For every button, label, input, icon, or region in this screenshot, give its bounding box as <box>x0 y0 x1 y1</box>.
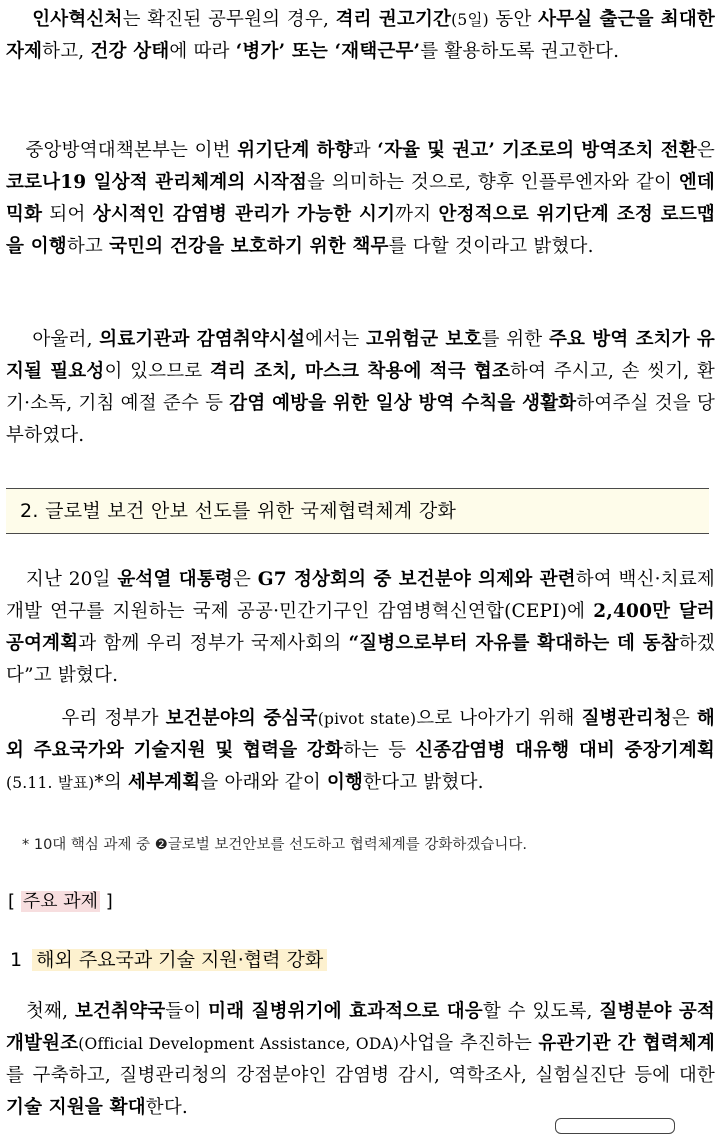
bold-text: 질병관리청 <box>581 708 672 729</box>
bold-text: 유관기관 간 협력체계 <box>538 1033 715 1054</box>
bold-text: 세부계획 <box>128 772 201 793</box>
text-run: *의 <box>94 772 129 793</box>
text-run: 한다. <box>145 1097 189 1118</box>
subtask-number: 1 <box>10 949 23 971</box>
partial-box <box>555 1118 675 1134</box>
bold-text: 감염 예방을 위한 일상 방역 수칙을 생활화 <box>229 393 577 414</box>
paragraph-oda <box>6 996 722 1124</box>
bold-text: 국민의 건강을 보호하기 위한 책무 <box>109 236 389 257</box>
bold-text: 격리 조치, 마스크 착용에 적극 협조 <box>209 361 511 382</box>
text-run: 은 <box>696 140 722 161</box>
bold-text: 상시적인 감염병 관리가 가능한 시기 <box>92 204 396 225</box>
text-run: 과 함께 우리 정부가 국제사회의 <box>78 633 349 654</box>
text-run: 를 위한 <box>481 329 549 350</box>
text-run: 를 다할 것이라고 밝혔다. <box>388 236 594 257</box>
text-run: (pivot state) <box>317 710 417 728</box>
subtask-label: 해외 주요국과 기술 지원·협력 강화 <box>32 949 327 971</box>
text-run: 까지 <box>395 204 439 225</box>
bold-text: 엔데믹화 <box>6 172 715 225</box>
text-run: 동안 <box>488 9 539 30</box>
text-run: 에 따라 <box>169 41 236 62</box>
text-run: 한다고 밝혔다. <box>363 772 484 793</box>
text-run: 사업을 추진하는 <box>399 1033 539 1054</box>
text-run <box>6 9 32 30</box>
text-run: (5.11. 발표) <box>6 774 95 792</box>
text-run: 은 <box>671 708 697 729</box>
bold-text: 주요 방역 조치가 유지될 필요성 <box>6 329 716 382</box>
text-run: 을 의미하는 것으로, 향후 인플루엔자와 같이 <box>307 172 679 193</box>
footnote: * 10대 핵심 과제 중 ❷글로벌 보건안보를 선도하고 협력체계를 강화하겠습니다. <box>22 837 527 853</box>
text-run: 은 <box>232 569 258 590</box>
text-run: 는 확진된 공무원의 경우, <box>122 9 336 30</box>
bold-text: 윤석열 대통령 <box>117 569 233 590</box>
bracket-close: ] <box>100 891 113 912</box>
key-tasks-header <box>8 887 113 917</box>
bold-text: ‘병가’ 또는 ‘재택근무’ <box>235 41 421 62</box>
text-run: 중앙방역대책본부는 이번 <box>6 140 238 161</box>
text-run: (5일) <box>451 11 489 29</box>
section-title: 2. 글로벌 보건 안보 선도를 위한 국제협력체계 강화 <box>20 500 457 522</box>
text-run: 되어 <box>42 204 93 225</box>
bold-text: 인사혁신처 <box>32 9 123 30</box>
paragraph-prevention-rules <box>6 324 715 452</box>
bold-text: 질병분야 공적개발원조 <box>6 1001 715 1054</box>
text-run: 를 구축하고, 질병관리청의 강점분야인 감염병 감시, 역학조사, 실험실진단 등에 대한 <box>6 1065 722 1086</box>
bold-text: 건강 상태 <box>90 41 170 62</box>
text-run: 에서는 <box>305 329 366 350</box>
text-run: 들이 <box>165 1001 209 1022</box>
section-header <box>6 488 709 534</box>
text-run: 으로 나아가기 위해 <box>416 708 582 729</box>
text-run: 을 아래와 같이 <box>200 772 327 793</box>
bold-text: 사무실 출근을 최대한 자제 <box>6 9 722 62</box>
text-run: 하여주실 것을 당부하였다. <box>6 393 716 446</box>
bold-text: 기술 지원을 확대 <box>6 1097 146 1118</box>
bold-text: 2,400만 달러 공여계획 <box>6 601 722 654</box>
bold-text: 격리 권고기간 <box>335 9 452 30</box>
text-run: 우리 정부가 <box>6 708 166 729</box>
key-tasks-label: 주요 과제 <box>22 891 99 912</box>
text-run: 할 수 있도록, <box>482 1001 600 1022</box>
text-run: 아울러, <box>6 329 100 350</box>
bold-text: 해외 주요국가와 기술지원 및 협력을 강화 <box>6 708 715 761</box>
paragraph-g7-summit <box>6 564 722 692</box>
text-run: 과 <box>352 140 378 161</box>
bold-text: 미래 질병위기에 효과적으로 대응 <box>208 1001 483 1022</box>
text-run: 첫째, <box>6 1001 75 1022</box>
text-run: 하고, <box>42 41 91 62</box>
paragraph-pivot-state <box>6 703 715 799</box>
subtask-heading <box>10 945 327 975</box>
bold-text: 의료기관과 감염취약시설 <box>99 329 306 350</box>
paragraph-crisis-level <box>6 135 722 263</box>
text-run: 하고 <box>66 236 110 257</box>
bold-text: 안정적으로 위기단계 조정 로드맵을 이행 <box>6 204 715 257</box>
text-run: (Official Development Assistance, ODA) <box>78 1035 400 1053</box>
bold-text: G7 정상회의 중 보건분야 의제와 관련 <box>257 569 576 590</box>
text-run: 하겠다”고 밝혔다. <box>6 633 716 686</box>
bold-text: 신종감염병 대유행 대비 중장기계획 <box>415 740 715 761</box>
text-run: 이 있으므로 <box>104 361 210 382</box>
bold-text: 코로나19 일상적 관리체계의 시작점 <box>6 172 308 193</box>
bold-text: 보건분야의 중심국 <box>165 708 318 729</box>
text-run: 지난 20일 <box>6 569 118 590</box>
bold-text: 이행 <box>326 772 364 793</box>
bold-text: ‘자율 및 권고’ 기조로의 방역조치 전환 <box>377 140 697 161</box>
bold-text: 보건취약국 <box>74 1001 166 1022</box>
text-run: 하여 백신·치료제 개발 연구를 지원하는 국제 공공·민간기구인 감염병혁신연합(CEPI)에 <box>6 569 722 622</box>
text-run: 하는 등 <box>342 740 416 761</box>
paragraph-sick-leave <box>6 4 722 68</box>
bracket-open: [ <box>8 891 21 912</box>
bold-text: 위기단계 하향 <box>237 140 353 161</box>
bold-text: 고위험군 보호 <box>366 329 482 350</box>
bold-text: “질병으로부터 자유를 확대하는 데 동참 <box>348 633 679 654</box>
text-run: 하여 주시고, 손 씻기, 환기·소독, 기침 예절 준수 등 <box>6 361 716 414</box>
text-run: 를 활용하도록 권고한다. <box>420 41 620 62</box>
